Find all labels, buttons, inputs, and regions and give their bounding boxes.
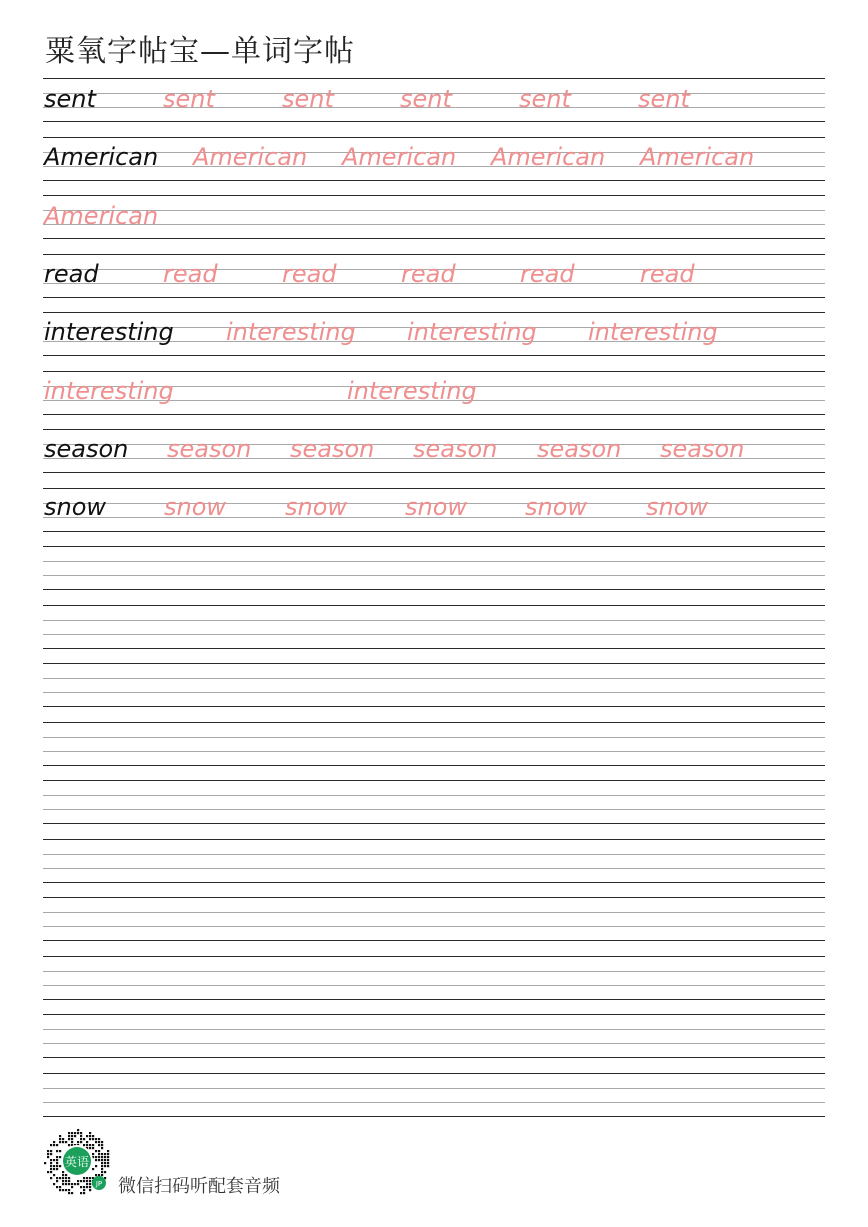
trace-word: sent: [519, 85, 571, 113]
model-word: snow: [44, 493, 107, 521]
word-row-snow: [43, 486, 825, 530]
trace-word: season: [660, 435, 745, 463]
line-group: [43, 663, 825, 707]
trace-word: American: [342, 143, 457, 171]
trace-word: read: [282, 260, 337, 288]
trace-word: snow: [405, 493, 468, 521]
trace-word: season: [537, 435, 622, 463]
trace-word: interesting: [226, 318, 356, 346]
trace-word: interesting: [588, 318, 718, 346]
trace-word: American: [640, 143, 755, 171]
line-group: [43, 780, 825, 824]
qr-corner-label: JP: [95, 1180, 103, 1188]
qr-code-icon: [42, 1127, 112, 1197]
qr-badge-label: 英语: [64, 1155, 90, 1169]
trace-word: sent: [400, 85, 452, 113]
line-group: [43, 839, 825, 883]
page-title: 粟氧字帖宝—单词字帖: [45, 34, 355, 69]
trace-word: read: [163, 260, 218, 288]
line-group: [43, 1073, 825, 1117]
model-word: interesting: [44, 318, 174, 346]
trace-word: snow: [285, 493, 348, 521]
trace-word: interesting: [347, 377, 477, 405]
trace-word: read: [401, 260, 456, 288]
trace-word: snow: [164, 493, 227, 521]
model-word: sent: [44, 85, 96, 113]
trace-word: snow: [646, 493, 709, 521]
trace-word: season: [167, 435, 252, 463]
word-row-read: [43, 253, 825, 297]
line-group: [43, 605, 825, 649]
audio-caption: 微信扫码听配套音频: [118, 1176, 280, 1197]
model-word: read: [44, 260, 99, 288]
trace-word: American: [193, 143, 308, 171]
word-row-american: [43, 136, 825, 180]
word-row-interesting-cont: [43, 370, 825, 414]
writing-sheet: [43, 78, 825, 1118]
trace-word: read: [640, 260, 695, 288]
trace-word: season: [413, 435, 498, 463]
line-group: [43, 722, 825, 766]
trace-word: sent: [282, 85, 334, 113]
trace-word: interesting: [407, 318, 537, 346]
trace-word: sent: [163, 85, 215, 113]
trace-word: sent: [638, 85, 690, 113]
line-group: [43, 956, 825, 1000]
word-row-sent: [43, 78, 825, 122]
model-word: American: [44, 143, 159, 171]
word-row-interesting: [43, 311, 825, 355]
line-group: [43, 546, 825, 590]
line-group: [43, 897, 825, 941]
word-row-season: [43, 428, 825, 472]
line-group: [43, 1014, 825, 1058]
trace-word: snow: [525, 493, 588, 521]
qr-code[interactable]: [42, 1127, 112, 1197]
word-row-american-cont: [43, 195, 825, 239]
model-word: season: [44, 435, 129, 463]
trace-word: season: [290, 435, 375, 463]
trace-word: read: [520, 260, 575, 288]
trace-word: American: [44, 202, 159, 230]
trace-word: American: [491, 143, 606, 171]
trace-word: interesting: [44, 377, 174, 405]
